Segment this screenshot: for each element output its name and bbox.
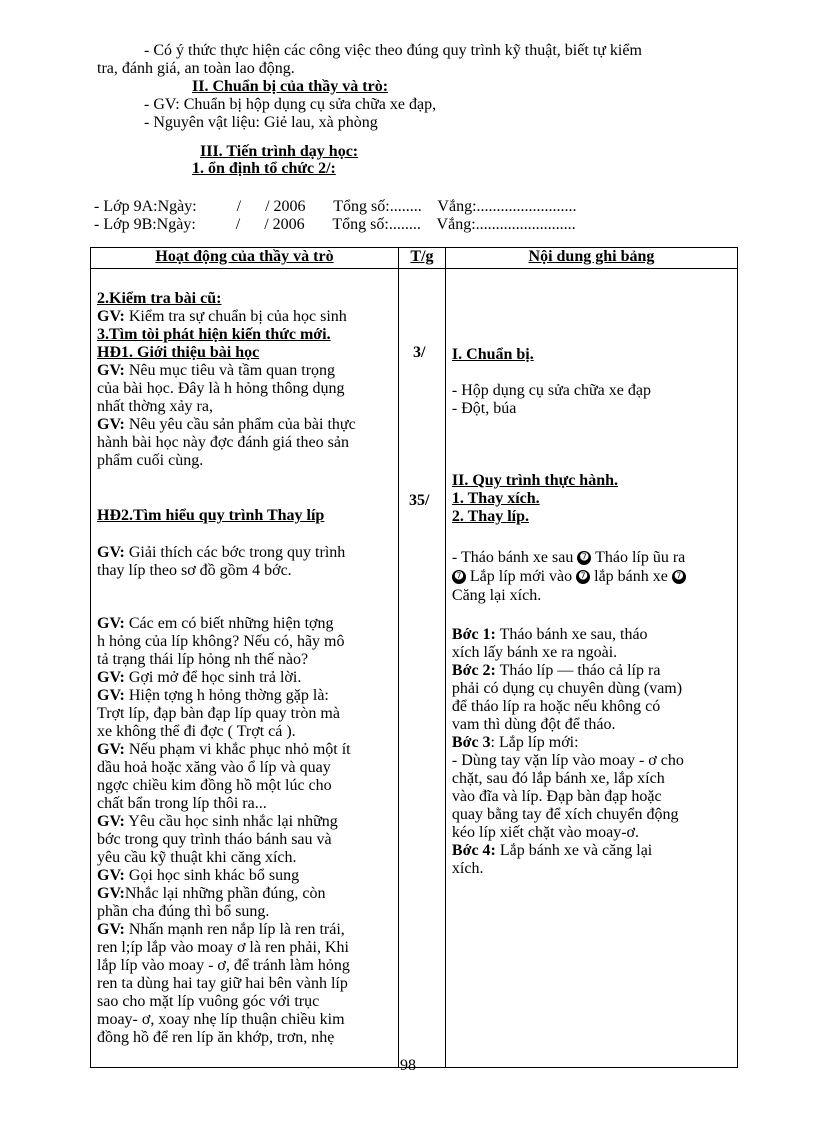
arrow-bullet-icon: ➐ [672, 570, 686, 584]
gv-label: GV: [97, 308, 125, 325]
text-line: nhất thờng xảy ra, [97, 398, 213, 415]
text-line: tả trạng thái líp hỏng nh thế nào? [97, 651, 309, 668]
step-line [452, 734, 733, 752]
gv-preparation: - GV: Chuẩn bị hộp dụng cụ sửa chữa xe đạp, [144, 96, 437, 113]
procedure-title: II. Quy trình thực hành. [451, 472, 618, 489]
arrow-bullet-icon: ➐ [452, 570, 466, 584]
gv-label: GV: [97, 362, 125, 379]
header-board-content: Nội dung ghi bảng [445, 248, 737, 269]
text-line: Trợt líp, đạp bàn đạp líp quay tròn mà [97, 705, 340, 722]
discussion-line [97, 777, 394, 795]
class-9a-row: - Lớp 9A:Ngày: / / 2006 Tổng số:........ Vắng:......................... [94, 198, 577, 215]
text-line: Hiện tợng h hỏng thờng gặp là: [124, 687, 329, 704]
flow-step: - Tháo bánh xe sau [451, 549, 574, 566]
text-line: moay- ơ, xoay nhẹ líp thuận chiều kim [97, 1011, 345, 1028]
text-line: vam thì dùng đột để tháo. [451, 716, 616, 733]
step-line [452, 842, 733, 860]
text-line: của bài học. Đây là h hỏng thông dụng [97, 380, 345, 397]
discussion-line [97, 795, 394, 813]
discussion-line [97, 831, 394, 849]
discussion-line [97, 741, 394, 759]
step-line [452, 752, 733, 770]
text-line: yêu cầu kỹ thuật khi căng xích. [97, 849, 297, 866]
text-line: Lắp bánh xe và căng lại [495, 842, 653, 859]
discussion-block [97, 615, 394, 1047]
text-line: lắp líp vào moay - ơ, để tránh làm hỏng [97, 957, 350, 974]
text-line: vào đĩa và líp. Đạp bàn đạp hoặc [451, 788, 662, 805]
check-text: Kiểm tra sự chuẩn bị của học sinh [124, 308, 347, 325]
text-line: thay líp theo sơ đồ gồm 4 bớc. [97, 562, 292, 579]
discussion-line [97, 759, 394, 777]
step-label: Bớc 2: [451, 662, 496, 679]
gv-label: GV: [97, 669, 125, 686]
text-line: đồng hồ để ren líp ăn khớp, trơn, nhẹ [97, 1029, 335, 1046]
activities-cell [91, 269, 398, 1067]
text-line: ren l;íp lắp vào moay ơ là ren phải, Khi [97, 939, 349, 956]
discussion-line [97, 921, 394, 939]
hd2-title: HĐ2.Tìm hiểu quy trình Thay líp [97, 507, 325, 524]
text-line: Gợi mở để học sinh trả lời. [124, 669, 302, 686]
text-line: Giải thích các bớc trong quy trình [124, 544, 346, 561]
gv-label: GV: [97, 544, 125, 561]
prep-item: - Hộp dụng cụ sửa chữa xe đạp [451, 382, 651, 399]
text-line: để tháo líp ra hoặc nếu không có [451, 698, 661, 715]
step-line [452, 788, 733, 806]
gv-label: GV: [97, 687, 125, 704]
prep-title: I. Chuẩn bị. [451, 346, 534, 363]
flow-step: Tháo líp ũu ra [595, 549, 686, 566]
discussion-line [97, 633, 394, 651]
check-title: 2.Kiểm tra bài cũ: [97, 290, 222, 307]
header-activities: Hoạt động của thầy và trò [91, 248, 399, 269]
materials: - Nguyên vật liệu: Giẻ lau, xà phòng [144, 114, 378, 131]
text-line: Tháo bánh xe sau, tháo [495, 626, 648, 643]
discussion-line [97, 1029, 394, 1047]
time-hd1: 3/ [413, 344, 426, 361]
step-line [452, 644, 733, 662]
objective-line-2: tra, đánh giá, an toàn lao động. [97, 60, 295, 77]
objective-line-1: - Có ý thức thực hiện các công việc theo đúng quy trình kỹ thuật, biết tự kiểm [144, 42, 642, 59]
discover-title: 3.Tìm tòi phát hiện kiến thức mới. [97, 326, 331, 343]
step-line [452, 662, 733, 680]
discussion-line [97, 993, 394, 1011]
discussion-line [97, 939, 394, 957]
arrow-bullet-icon: ➐ [577, 551, 591, 565]
discussion-line [97, 975, 394, 993]
header-time: T/g [399, 248, 446, 269]
step-line [452, 860, 733, 878]
step-label: Bớc 4: [451, 842, 496, 859]
steps-block [452, 626, 733, 878]
gv-label: GV: [97, 416, 125, 433]
flow-step: lắp bánh xe [594, 568, 668, 585]
section-3-heading: III. Tiến trình dạy học: [200, 143, 359, 160]
step-line [452, 698, 733, 716]
step-line [452, 716, 733, 734]
text-line: Nêu mục tiêu và tầm quan trọng [124, 362, 336, 379]
flow-step: Căng lại xích. [451, 587, 542, 604]
step-label: Bớc 1: [451, 626, 496, 643]
text-line: chặt, sau đó lắp bánh xe, lắp xích [451, 770, 665, 787]
gv-label: GV: [97, 615, 125, 632]
discussion-line [97, 957, 394, 975]
discussion-line [97, 885, 394, 903]
step1-title: 1. Thay xích. [451, 490, 540, 507]
step-line [452, 626, 733, 644]
text-line: Tháo líp — tháo cả líp ra [495, 662, 661, 679]
prep-item: - Đột, búa [451, 400, 517, 417]
text-line: h hỏng của líp không? Nếu có, hãy mô [97, 633, 345, 650]
arrow-bullet-icon: ➐ [576, 570, 590, 584]
hd1-title: HĐ1. Giới thiệu bài học [97, 344, 260, 361]
step-label: Bớc 3 [451, 734, 491, 751]
text-line: Nhấn mạnh ren nắp líp là ren trái, [124, 921, 345, 938]
text-line: hành bài học này đợc đánh giá theo sản [97, 434, 349, 451]
text-line: xe không thể đi đợc ( Trợt cá ). [97, 723, 296, 740]
time-cell [399, 269, 445, 1067]
discussion-line [97, 687, 394, 705]
text-line: Yêu cầu học sinh nhắc lại những [124, 813, 338, 830]
text-line: dầu hoả hoặc xăng vào ổ líp và quay [97, 759, 331, 776]
gv-label: GV: [97, 921, 125, 938]
gv-label: GV: [97, 813, 125, 830]
text-line: chất bẩn trong líp thôi ra... [97, 795, 267, 812]
step-line [452, 806, 733, 824]
text-line: quay bằng tay để xích chuyển động [451, 806, 679, 823]
text-line: sao cho mặt líp vuông góc với trục [97, 993, 320, 1010]
text-line: Nhắc lại những phần đúng, còn [124, 885, 326, 902]
text-line: Nêu yêu cầu sản phẩm của bài thực [124, 416, 356, 433]
gv-label: GV: [97, 885, 125, 902]
text-line: bớc trong quy trình tháo bánh sau và [97, 831, 332, 848]
text-line: Gọi học sinh khác bổ sung [124, 867, 300, 884]
discussion-line [97, 903, 394, 921]
discussion-line [97, 705, 394, 723]
text-line: : Lắp líp mới: [490, 734, 579, 751]
page-number: 98 [400, 1057, 416, 1074]
step-line [452, 824, 733, 842]
discussion-line [97, 849, 394, 867]
board-cell [446, 269, 737, 1067]
discussion-line [97, 669, 394, 687]
text-line: Các em có biết những hiện tợng [124, 615, 334, 632]
lesson-table [90, 247, 738, 1068]
step-line [452, 770, 733, 788]
organization-heading: 1. ổn định tổ chức 2/: [192, 160, 336, 177]
flow-diagram [452, 548, 733, 605]
class-9b-row: - Lớp 9B:Ngày: / / 2006 Tổng số:........ Vắng:......................... [94, 216, 576, 233]
text-line: xích lấy bánh xe ra ngoài. [451, 644, 618, 661]
discussion-line [97, 867, 394, 885]
text-line: kéo líp xiết chặt vào moay-ơ. [451, 824, 639, 841]
discussion-line [97, 651, 394, 669]
gv-label: GV: [97, 867, 125, 884]
text-line: xích. [451, 860, 484, 877]
text-line: ren ta dùng hai tay giữ hai bên vành líp [97, 975, 348, 992]
step-line [452, 680, 733, 698]
text-line: - Dùng tay vặn líp vào moay - ơ cho [451, 752, 684, 769]
flow-step: Lắp líp mới vào [469, 568, 573, 585]
gv-label: GV: [97, 741, 125, 758]
discussion-line [97, 1011, 394, 1029]
discussion-line [97, 615, 394, 633]
discussion-line [97, 813, 394, 831]
text-line: phải có dụng cụ chuyên dùng (vam) [451, 680, 683, 697]
discussion-line [97, 723, 394, 741]
time-hd2: 35/ [409, 492, 430, 509]
step2-title: 2. Thay líp. [451, 508, 529, 525]
text-line: Nếu phạm vi khắc phục nhỏ một ít [124, 741, 351, 758]
section-2-heading: II. Chuẩn bị của thầy và trò: [192, 78, 389, 95]
text-line: ngợc chiều kim đồng hồ một lúc cho [97, 777, 332, 794]
text-line: phần cha đúng thì bổ sung. [97, 903, 270, 920]
text-line: phẩm cuối cùng. [97, 452, 204, 469]
